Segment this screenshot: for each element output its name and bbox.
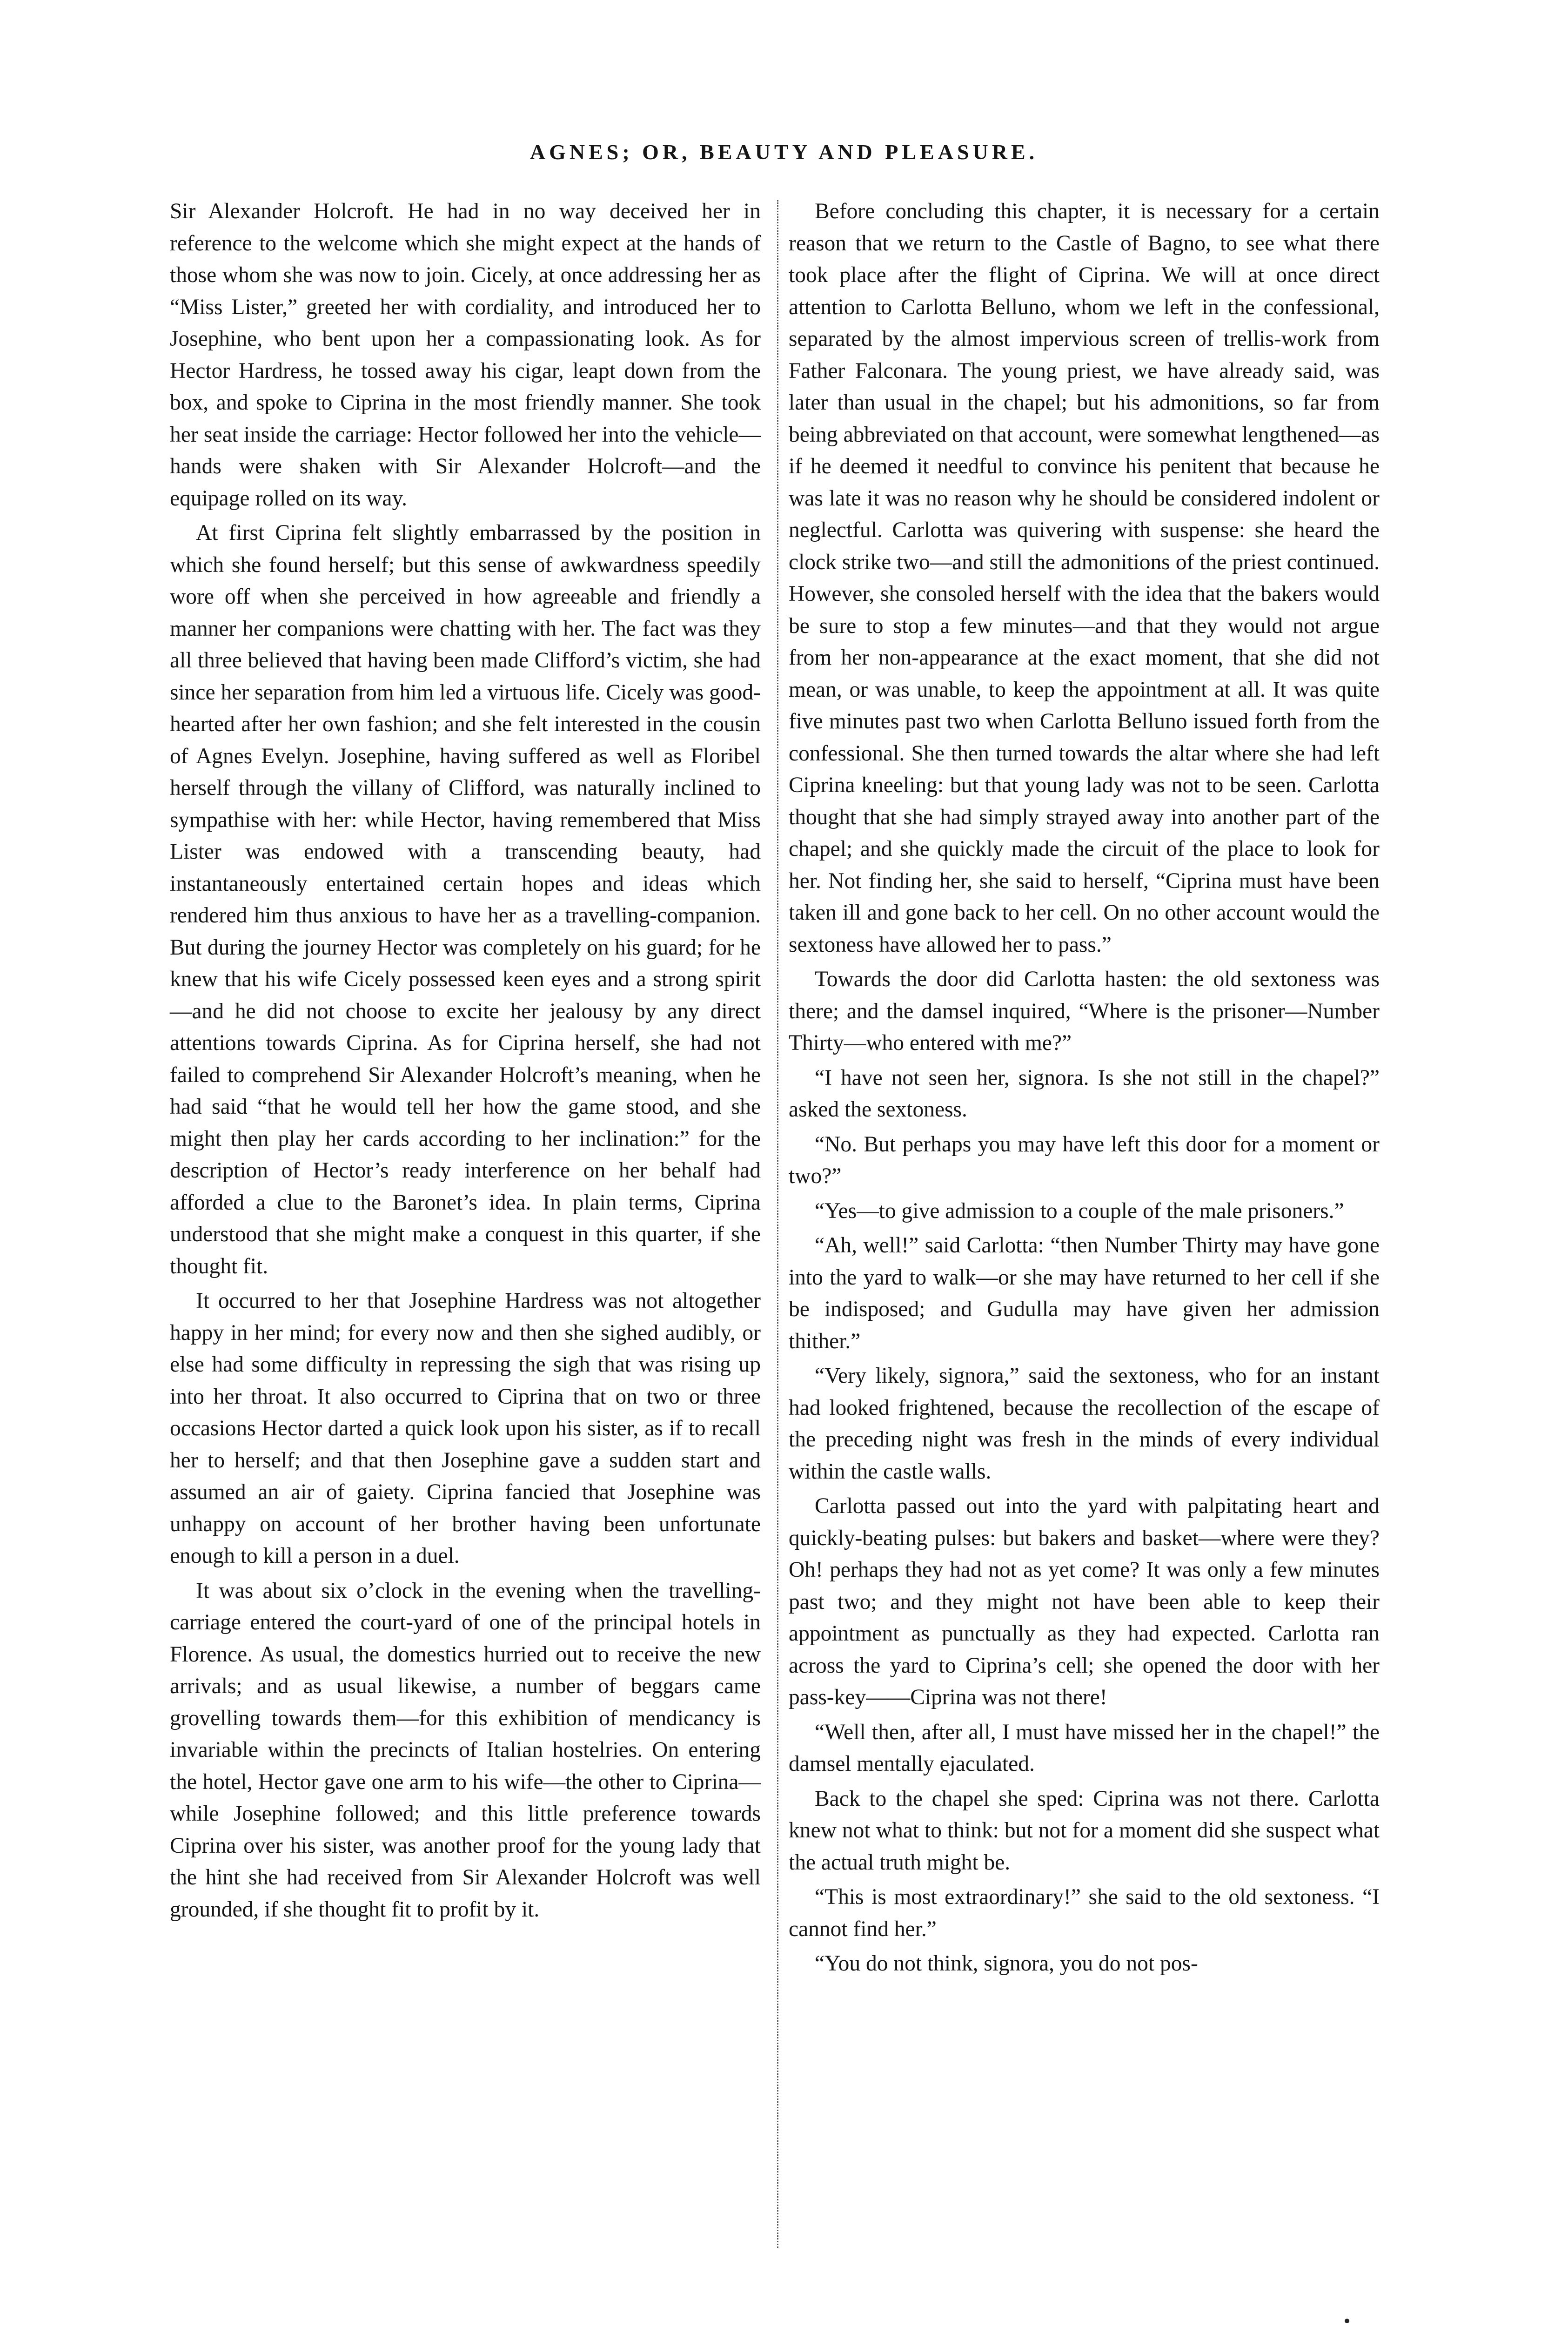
paragraph: “Very likely, signora,” said the sextoness, who for an instant had looked frightened, because the recollection of the escape of the preceding night was fresh in the minds of every individual within the castle walls.: [789, 1364, 1380, 1484]
paragraph: “This is most extraordinary!” she said to the old sextoness. “I cannot find her.”: [789, 1885, 1380, 1941]
paragraph: Carlotta passed out into the yard with palpitating heart and quickly-beating pulses: but bakers and basket—where were they? Oh! perhaps they had not as yet come? It was only a few minutes past two; and they might not have been able to keep their appointment as punctually as they had expected. Carlotta ran across the yard to Ciprina’s cell; she opened the door with her pass-key——Ciprina was not there!: [789, 1494, 1380, 1709]
paragraph: “No. But perhaps you may have left this door for a moment or two?”: [789, 1132, 1380, 1188]
paragraph: Towards the door did Carlotta hasten: the old sextoness was there; and the damsel inquired, “Where is the prisoner—Number Thirty—who entered with me?”: [789, 967, 1380, 1055]
paragraph: “You do not think, signora, you do not pos-: [815, 1951, 1198, 1976]
paragraph: It occurred to her that Josephine Hardress was not altogether happy in her mind; for every now and then she sighed audibly, or else had some difficulty in repressing the sigh that was rising up into her throat. It also occurred to Ciprina that on two or three occasions Hector darted a quick look upon his sister, as if to recall her to herself; and that then Josephine gave a sudden start and assumed an air of gaiety. Ciprina fancied that Josephine was unhappy on account of her brother having been unfortunate enough to kill a person in a duel.: [170, 1289, 761, 1568]
print-speck: [1345, 2319, 1349, 2323]
paragraph: Sir Alexander Holcroft. He had in no way deceived her in reference to the welcome which she might expect at the hands of those whom she was now to join. Cicely, at once addressing her as “Miss Lister,” greeted her with cordiality, and introduced her to Josephine, who bent upon her a compassionating look. As for Hector Hardress, he tossed away his cigar, leapt down from the box, and spoke to Ciprina in the most friendly manner. She took her seat inside the carriage: Hector followed her into the vehicle—hands were shaken with Sir Alexander Holcroft—and the equipage rolled on its way.: [170, 199, 761, 511]
paragraph: At first Ciprina felt slightly embarrassed by the position in which she found herself; but this sense of awkwardness speedily wore off when she perceived in how agreeable and friendly a manner her companions were chatting with her. The fact was they all three believed that having been made Clifford’s victim, she had since her separation from him led a virtuous life. Cicely was good-hearted after her own fashion; and she felt interested in the cousin of Agnes Evelyn. Josephine, having suffered as well as Floribel herself through the villany of Clifford, was naturally inclined to sympathise with her: while Hector, having remembered that Miss Lister was endowed with a transcending beauty, had instantaneously entertained certain hopes and ideas which rendered him thus anxious to have her as a travelling-companion. But during the journey Hector was completely on his guard; for he knew that his wife Cicely possessed keen eyes and a strong spirit—and he did not choose to excite her jealousy by any direct attentions towards Ciprina. As for Ciprina herself, she had not failed to comprehend Sir Alexander Holcroft’s meaning, when he had said “that he would tell her how the game stood, and she might then play her cards according to her inclination:” for the description of Hector’s ready interference on her behalf had afforded a clue to the Baronet’s idea. In plain terms, Ciprina understood that she might make a conquest in this quarter, if she thought fit.: [170, 521, 761, 1278]
paragraph: “Well then, after all, I must have missed her in the chapel!” the damsel mentally ejaculated.: [789, 1720, 1380, 1776]
column-divider: [777, 200, 778, 2248]
right-column: [789, 195, 1380, 1983]
paragraph: “I have not seen her, signora. Is she not still in the chapel?” asked the sextoness.: [789, 1065, 1380, 1122]
paragraph: “Ah, well!” said Carlotta: “then Number Thirty may have gone into the yard to walk—or she may have returned to her cell if she be indisposed; and Gudulla may have given her admission thither.”: [789, 1233, 1380, 1353]
running-header: AGNES; OR, BEAUTY AND PLEASURE.: [529, 140, 1039, 164]
paragraph: Before concluding this chapter, it is necessary for a certain reason that we return to the Castle of Bagno, to see what there took place after the flight of Ciprina. We will at once direct attention to Carlotta Belluno, whom we left in the confessional, separated by the almost impervious screen of trellis-work from Father Falconara. The young priest, we have already said, was later than usual in the chapel; but his admonitions, so far from being abbreviated on that account, were somewhat lengthened—as if he deemed it needful to convince his penitent that because he was late it was no reason why he should be considered indolent or neglectful. Carlotta was quivering with suspense: she heard the clock strike two—and still the admonitions of the priest continued. However, she consoled herself with the idea that the bakers would be sure to stop a few minutes—and that they would not argue from her non-appearance at the exact moment, that she did not mean, or was unable, to keep the appointment at all. It was quite five minutes past two when Carlotta Belluno issued forth from the confessional. She then turned towards the altar where she had left Ciprina kneeling: but that young lady was not to be seen. Carlotta thought that she had simply strayed away into another part of the chapel; and she quickly made the circuit of the place to look for her. Not finding her, she said to herself, “Ciprina must have been taken ill and gone back to her cell. On no other account would the sextoness have allowed her to pass.”: [789, 199, 1380, 957]
left-column: [170, 195, 761, 1928]
paragraph: Back to the chapel she sped: Ciprina was not there. Carlotta knew not what to think: but not for a moment did she suspect what the actual truth might be.: [789, 1786, 1380, 1875]
paragraph: It was about six o’clock in the evening when the travelling-carriage entered the court-yard of one of the principal hotels in Florence. As usual, the domestics hurried out to receive the new arrivals; and as usual likewise, a number of beggars came grovelling towards them—for this exhibition of mendicancy is invariable within the precincts of Italian hostelries. On entering the hotel, Hector gave one arm to his wife—the other to Ciprina—while Josephine followed; and this little preference towards Ciprina over his sister, was another proof for the young lady that the hint she had received from Sir Alexander Holcroft was well grounded, if she thought fit to profit by it.: [170, 1578, 761, 1922]
paragraph: “Yes—to give admission to a couple of the male prisoners.”: [815, 1198, 1344, 1223]
